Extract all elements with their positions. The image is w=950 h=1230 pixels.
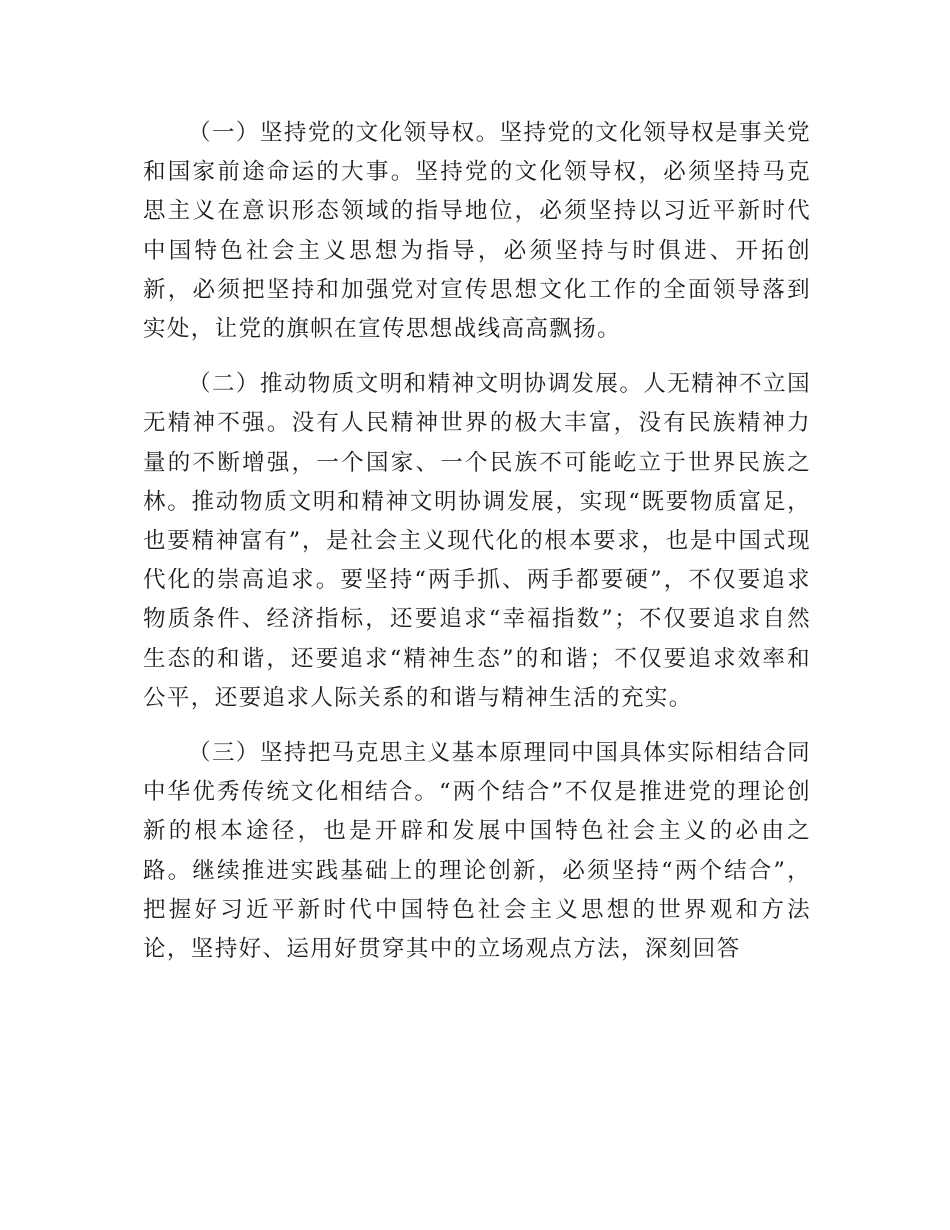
document-body bbox=[143, 114, 811, 969]
paragraph-cultural-leadership: （一）坚持党的文化领导权。坚持党的文化领导权是事关党和国家前途命运的大事。坚持党的文化领导权，必须坚持马克思主义在意识形态领域的指导地位，必须坚持以习近平新时代中国特色社会主义思想为指导，必须坚持与时俱进、开拓创新，必须把坚持和加强党对宣传思想文化工作的全面领导落到实处，让党的旗帜在宣传思想战线高高飘扬。 bbox=[143, 120, 811, 343]
paragraph-material-spiritual-civilization: （二）推动物质文明和精神文明协调发展。人无精神不立国无精神不强。没有人民精神世界的极大丰富，没有民族精神力量的不断增强，一个国家、一个民族不可能屹立于世界民族之林。推动物质文明和精神文明协调发展，实现“既要物质富足，也要精神富有”，是社会主义现代化的根本要求，也是中国式现代化的崇高追求。要坚持“两手抓、两手都要硬”，不仅要追求物质条件、经济指标，还要追求“幸福指数”；不仅要追求自然生态的和谐，还要追求“精神生态”的和谐；不仅要追求效率和公平，还要追求人际关系的和谐与精神生活的充实。 bbox=[143, 371, 811, 711]
paragraph-two-combinations: （三）坚持把马克思主义基本原理同中国具体实际相结合同中华优秀传统文化相结合。“两个结合”不仅是推进党的理论创新的根本途径，也是开辟和发展中国特色社会主义的必由之路。继续推进实践基础上的理论创新，必须坚持“两个结合”，把握好习近平新时代中国特色社会主义思想的世界观和方法论，坚持好、运用好贯穿其中的立场观点方法，深刻回答 bbox=[143, 740, 811, 963]
